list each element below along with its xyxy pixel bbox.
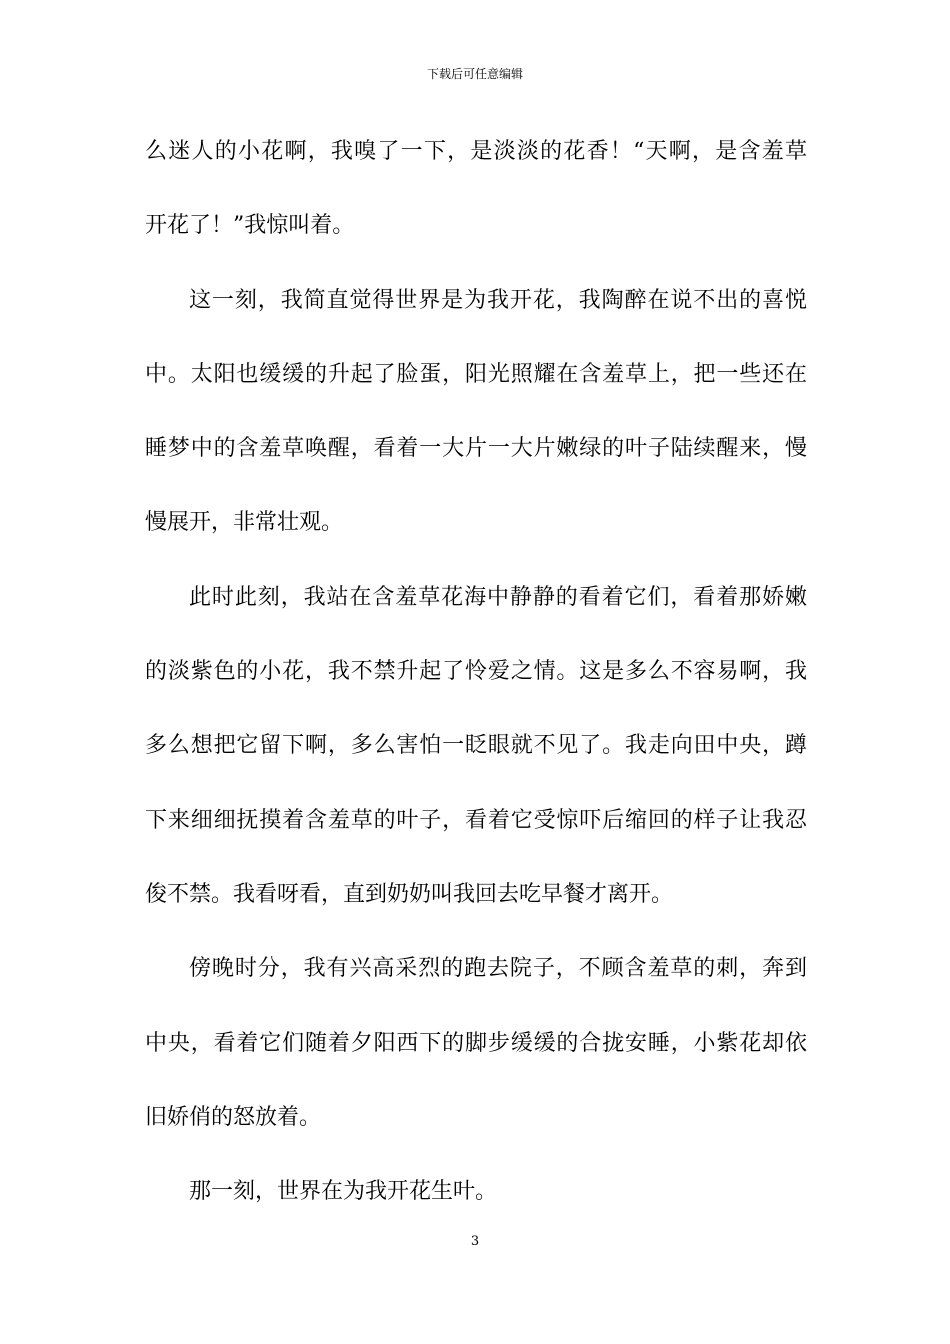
text-line: 中央，看着它们随着夕阳西下的脚步缓缓的合拢安睡，小紫花却依 <box>145 1030 807 1056</box>
text-line: 俊不禁。我看呀看，直到奶奶叫我回去吃早餐才离开。 <box>145 881 674 907</box>
text-line: 么迷人的小花啊，我嗅了一下，是淡淡的花香！“天啊，是含羞草 <box>145 139 807 164</box>
page-header: 下载后可任意编辑 <box>426 67 523 81</box>
body-text <box>145 132 807 1246</box>
text-line: 下来细细抚摸着含羞草的叶子，看着它受惊吓后缩回的样子让我忍 <box>145 807 807 833</box>
text-line: 多么想把它留下啊，多么害怕一眨眼就不见了。我走向田中央，蹲 <box>145 733 807 759</box>
paragraph-first-line: 那一刻，世界在为我开花生叶。 <box>189 1179 498 1205</box>
text-line: 慢展开，非常壮观。 <box>145 510 344 536</box>
text-line: 中。太阳也缓缓的升起了脸蛋，阳光照耀在含羞草上，把一些还在 <box>145 361 807 387</box>
text-line: 的淡紫色的小花，我不禁升起了怜爱之情。这是多么不容易啊，我 <box>145 659 807 685</box>
paragraph-first-line: 傍晚时分，我有兴高采烈的跑去院子，不顾含羞草的刺，奔到 <box>189 956 807 982</box>
text-line: 睡梦中的含羞草唤醒，看着一大片一大片嫩绿的叶子陆续醒来，慢 <box>145 436 807 462</box>
text-line: 旧娇俏的怒放着。 <box>145 1104 322 1130</box>
paragraph-first-line: 此时此刻，我站在含羞草花海中静静的看着它们，看着那娇嫩 <box>189 584 807 610</box>
page-number: 3 <box>470 1234 480 1249</box>
text-line: 开花了！”我惊叫着。 <box>145 213 355 239</box>
paragraph-first-line: 这一刻，我简直觉得世界是为我开花，我陶醉在说不出的喜悦 <box>189 287 807 313</box>
